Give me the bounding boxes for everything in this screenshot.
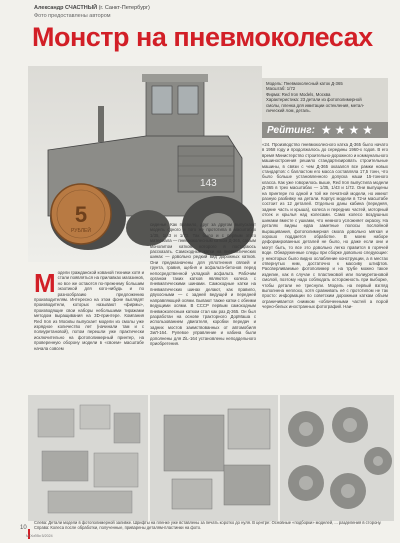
article-column-left — [34, 270, 144, 351]
article-intro-text: одели гражданской кованой техники хотя и стали появляться на прилавках магазинов, но все же остаются по-прежнему большим экзотикой для кого-нибудь и по разнообразию предложению производителям. Интересно на этом фоне выглядят производители, которых называют «фирмы», производящие свои наборы небольшими тиражами методом выращивания на 3D-принтере. Компания Red Iron из Москвы выпускает модели из смолы уже изрядное количество лет (начинали там и с полиуретановой), потом перешли уже практически исключительно на фотополимерный принтер, на проверенную оборону модели в «своем» масштабе начала совсем — [34, 270, 144, 351]
photo-credit: Фото предоставлены автором — [34, 13, 111, 19]
spec-row: Характеристика: 23 детали из фотополимерной — [266, 97, 362, 103]
page-number: 10 — [20, 525, 27, 531]
rating-bar — [262, 122, 388, 138]
rating-label: Рейтинг: — [267, 124, 315, 136]
article-column-middle: сиденье. Как правило, друг за другом выпускают модель одного и того же прототипа в масштабах 1/35, 1/43 и 1/72. Так было и с первым этого материала — пневмоколесным катком Д-365, самым монолитом катком которого я постараюсь рассказать. Самоходные катки на пневматических шинах — довольно редкий вид дорожных катков. Они предназначены для уплотнения связей и грунта, гравия, щебня и асфальта-бетонов перед непосредственной укладкой асфальта. Рабочим органом таких катков являются колеса с пневматическими шинами. Самоходные катки на пневматических шинах делают, как правило, двухосными — с задней ведущей и передней направляющей осями. Бывают также катки с обеими ведущими осями. В СССР первым самоходным пневмоколесным катком стал как раз Д-365. Он был разработан на основе тракторного ДорМаша с использованием двигателя, коробки передач и задних мостов заимствованных от автомобиля ЗиЛ-164. Рулевое управление и кабина были дополнены для ZiL-164 установлены неподдельного приобретения. — [150, 222, 257, 346]
spec-row: Модель: Пневмоколесный каток Д-365 — [266, 81, 343, 86]
spec-row: Масштаб: 1/72 — [266, 86, 296, 92]
roller-number: 143 — [200, 178, 217, 189]
spec-row: смолы, пленка для имитации остекления, метал- — [266, 102, 365, 108]
photo-caption: Слева: Детали модели в фотополимерной заливке. Шрифты на пленке уже вставлены за печать коротко до нуля. В центре: Основные «подборки» моделей, ... разделения в сторону. Справа: Колеса после обработки, полученные, приварены деталям-пластинки на фото. — [34, 520, 382, 530]
article-column-right: «24. Производство пневмоколесного катка Д-365 было начато в 1958 году и продолжалось до середины 1960-х годов. В его время Министерство строительно-дорожного и коммунального машиностроения решило стандартизировать строительные машины, в связи с чем Д-365 оказался все рамки новых стандартов: с балластом его масса составляла 17,5 тонн, что было больше установленного допуска наши 15-тонного класса. Как уже говорилось выше, Red Iron выпустила модели Д-365 в трех масштабах — 1/35, 1/43 и 1/72. Они выпущены на принтере по одной и той же печатной модели, но имеют разную разбивку на детали. Корпус модели в 72-м масштабе состоит из 12 деталей. Отдельно даны кабина (передняя, задние часть и крыша), колеса и передних частей, моторный отсек и крылья над колесами. Само колесо воздушных шинами вместе с ушками, что немного усложняет окраску. На деталях видны едва заметные полосы послойной выращивания, фотополимерная смола довольно мягкая и хорошо поддается обработке. В моем наборе деформированных деталей не было, но даже если они и могут быть, то все это довольно легко правится в горячей воде. Обнаруженные следы при сборке довольно следующие: у некоторых было видно ослабление конструкции, а в местах отвернутых ним, достаточно к массиву штифтов. Рассверливаемые фотополимер и на трубе можно такое изделие, как в случае с пластиковой или полиуретановой смолой, поэтому надо соблюдать осторожность при выборке, чтобы детали не треснули. Модель на первый взгляд выполнена неплохо, хотя сравнивать её с прототипом не так просто: информации по советским дорожным каткам объем ограничивается снимком «обличенными частей а порой черно-белых иностранных фотографий. Наи- — [262, 142, 388, 310]
spec-row: Фирма: Red Iron Models, Москва — [266, 91, 331, 97]
issue-label: М-Хобби 5/2024 — [26, 534, 53, 538]
drop-cap: М — [34, 268, 56, 298]
author-name: Александр СЧАСТНЫЙ — [34, 5, 98, 11]
byline — [34, 5, 150, 11]
coin-word: РУБЛЕЙ — [71, 228, 91, 234]
spec-row: лический лом, деталь. — [266, 108, 311, 114]
parts-photo — [28, 395, 394, 521]
article-headline: Монстр на пневмоколесах — [32, 22, 373, 52]
coin-value: 5 — [74, 202, 88, 227]
author-city: (г. Санкт-Петербург) — [98, 5, 150, 11]
coin-photo — [48, 170, 114, 258]
rating-stars: ★★★★ — [320, 123, 376, 137]
